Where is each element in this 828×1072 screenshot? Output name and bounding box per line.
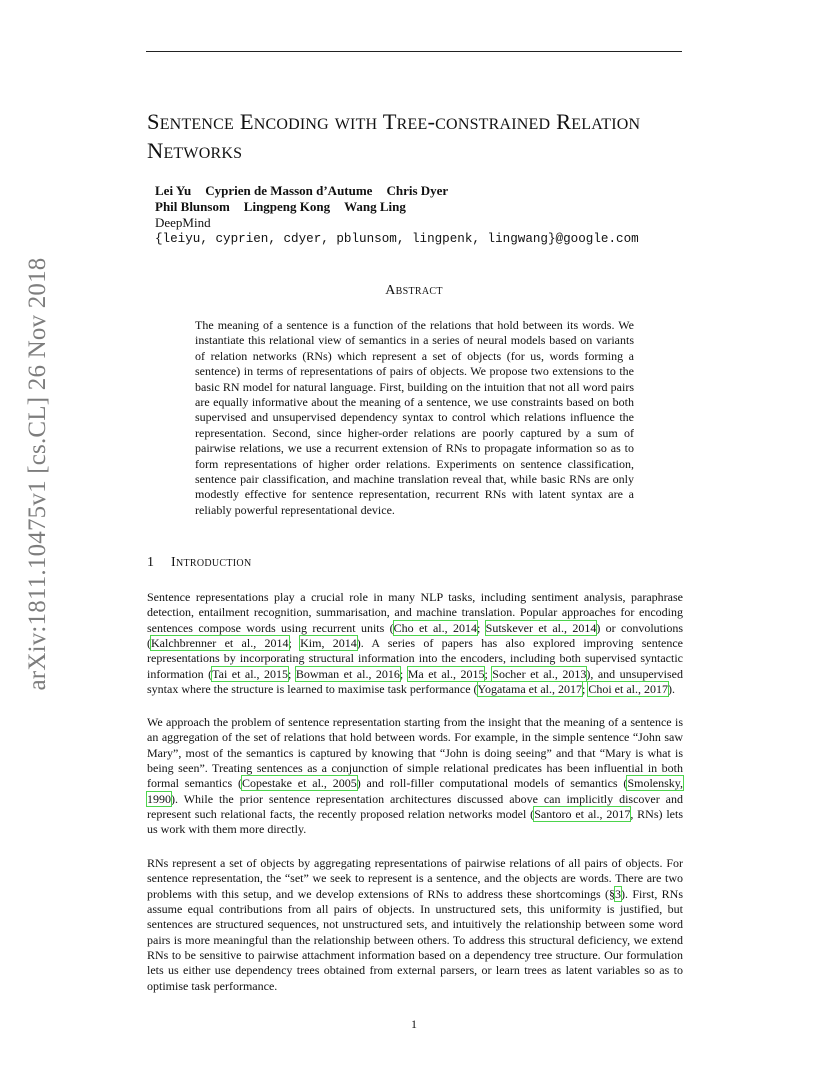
paragraph-text: ;	[476, 620, 486, 635]
citation-link[interactable]: Ma et al., 2015	[407, 666, 485, 681]
paragraph-text: ). A series of papers has also explored improving sentence representations by incorporating structural information into the encoders, including both supervised syntactic information (	[147, 636, 684, 681]
citation-link[interactable]: Tai et al., 2015	[212, 666, 289, 681]
citation-link[interactable]: Choi et al., 2017	[588, 682, 668, 697]
paragraph-text: ;	[399, 666, 408, 681]
paper-title: Sentence Encoding with Tree-constrained Relation Networks	[147, 109, 641, 163]
author-name: Wang Ling	[344, 199, 406, 214]
intro-paragraph-3	[147, 856, 683, 994]
section-title: Introduction	[171, 555, 252, 570]
paragraph-text: Sentence representations play a crucial role in many NLP tasks, including sentiment analysis, paraphrase detection, entailment recognition, summarisation, and machine translation. Popular approaches for encoding sentences compose words using recurrent units (	[147, 590, 683, 635]
paragraph-text: ).	[668, 682, 675, 697]
paragraph-text: , RNs) lets us work with them more directly.	[147, 807, 684, 837]
citation-link[interactable]: Bowman et al., 2016	[295, 666, 400, 681]
author-row-1	[155, 183, 639, 199]
paragraph-text: ). First, RNs assume equal contributions from all pairs of objects. In unstructured sets, this uniformity is justified, but sentences are structured sequences, not unstructured sets, and intuitively the relationship between some word pairs is more meaningful than the relationship between others. To address this structural deficiency, we extend RNs to be sensitive to pairwise attachment information based on a dependency tree structure. Our formulation lets us either use dependency trees obtained from external parsers, or learn trees as latent variables so as to optimise task performance.	[147, 886, 684, 993]
intro-paragraph-1	[147, 590, 683, 697]
paragraph-text: ), and unsupervised syntax where the structure is learned to maximise task performance (	[147, 666, 683, 697]
abstract-text: The meaning of a sentence is a function of the relations that hold between its words. We instantiate this relational view of semantics in a series of neural models based on variants of relation networks (RNs) which represent a set of objects (for us, words forming a sentence) in terms of representations of pairs of objects. We propose two extensions to the basic RN model for natural language. First, building on the intuition that not all word pairs are equally informative about the meaning of a sentence, we use constraints based on both supervised and unsupervised dependency syntax to control which relations influence the representation. Second, since higher-order relations are poorly captured by a sum of pairwise relations, we use a recurrent extension of RNs to propagate information so as to form representations of higher order relations. Experiments on sentence classification, sentence pair classification, and machine translation reveal that, while basic RNs are only modestly effective for sentence representation, recurrent RNs with latent syntax are a reliably powerful representational device.	[195, 318, 634, 517]
section-number: 1	[147, 555, 155, 570]
paragraph-text: ). While the prior sentence representation architectures discussed above can implicitly discover and represent such relational facts, the recently proposed relation networks model (	[147, 791, 683, 822]
section-heading	[147, 555, 251, 571]
author-emails: {leiyu, cyprien, cdyer, pblunsom, lingpenk, lingwang}@google.com	[155, 232, 639, 246]
author-name: Phil Blunsom	[155, 199, 230, 214]
citation-link[interactable]: Socher et al., 2013	[492, 666, 587, 681]
author-name: Cyprien de Masson d’Autume	[205, 183, 373, 198]
author-row-2	[155, 199, 639, 215]
author-block	[155, 183, 639, 247]
author-name: Chris Dyer	[386, 183, 449, 198]
citation-link[interactable]: Santoro et al., 2017	[534, 807, 631, 822]
page-number: 1	[411, 1017, 417, 1031]
citation-link[interactable]: Kalchbrenner et al., 2014	[151, 636, 289, 651]
top-rule	[146, 51, 682, 52]
paragraph-text: ;	[288, 666, 296, 681]
paragraph-text: We approach the problem of sentence representation starting from the insight that the meaning of a sentence is an aggregation of the set of relations that hold between words. For example, in the simple sentence “John saw Mary”, most of the semantics is captured by knowing that “John is doing seeing” and that “Mary is what is being seen”. Treating sentences as a conjunction of simple relational predicates has been influential in both formal semantics (	[147, 715, 683, 791]
citation-link[interactable]: Sutskever et al., 2014	[485, 620, 597, 635]
citation-link[interactable]: Copestake et al., 2005	[241, 776, 357, 791]
citation-link[interactable]: Yogatama et al., 2017	[477, 682, 582, 697]
citation-link[interactable]: Smolensky, 1990	[147, 776, 683, 806]
citation-link[interactable]: Cho et al., 2014	[393, 620, 477, 635]
paragraph-text: ;	[581, 682, 589, 697]
paragraph-text: ;	[484, 666, 493, 681]
intro-paragraph-2	[147, 715, 683, 838]
paragraph-text: ) and roll-filler computational models of semantics (	[356, 776, 628, 791]
citation-link[interactable]: Kim, 2014	[300, 636, 357, 651]
author-name: Lingpeng Kong	[243, 199, 331, 214]
author-name: Lei Yu	[155, 183, 192, 198]
arxiv-identifier: arXiv:1811.10475v1 [cs.CL] 26 Nov 2018	[24, 257, 51, 691]
abstract-heading: Abstract	[385, 283, 443, 298]
affiliation: DeepMind	[155, 215, 211, 230]
paragraph-text: ) or convolutions (	[147, 620, 683, 651]
paragraph-text: RNs represent a set of objects by aggregating representations of pairwise relations of all pairs of objects. For sentence representation, the “set” we seek to represent is a sentence, and the objects are words. There are two problems with this setup, and we develop extensions of RNs to address these shortcomings (§	[147, 856, 683, 901]
section-reference-link[interactable]: 3	[615, 886, 622, 901]
paragraph-text: ;	[288, 636, 301, 651]
